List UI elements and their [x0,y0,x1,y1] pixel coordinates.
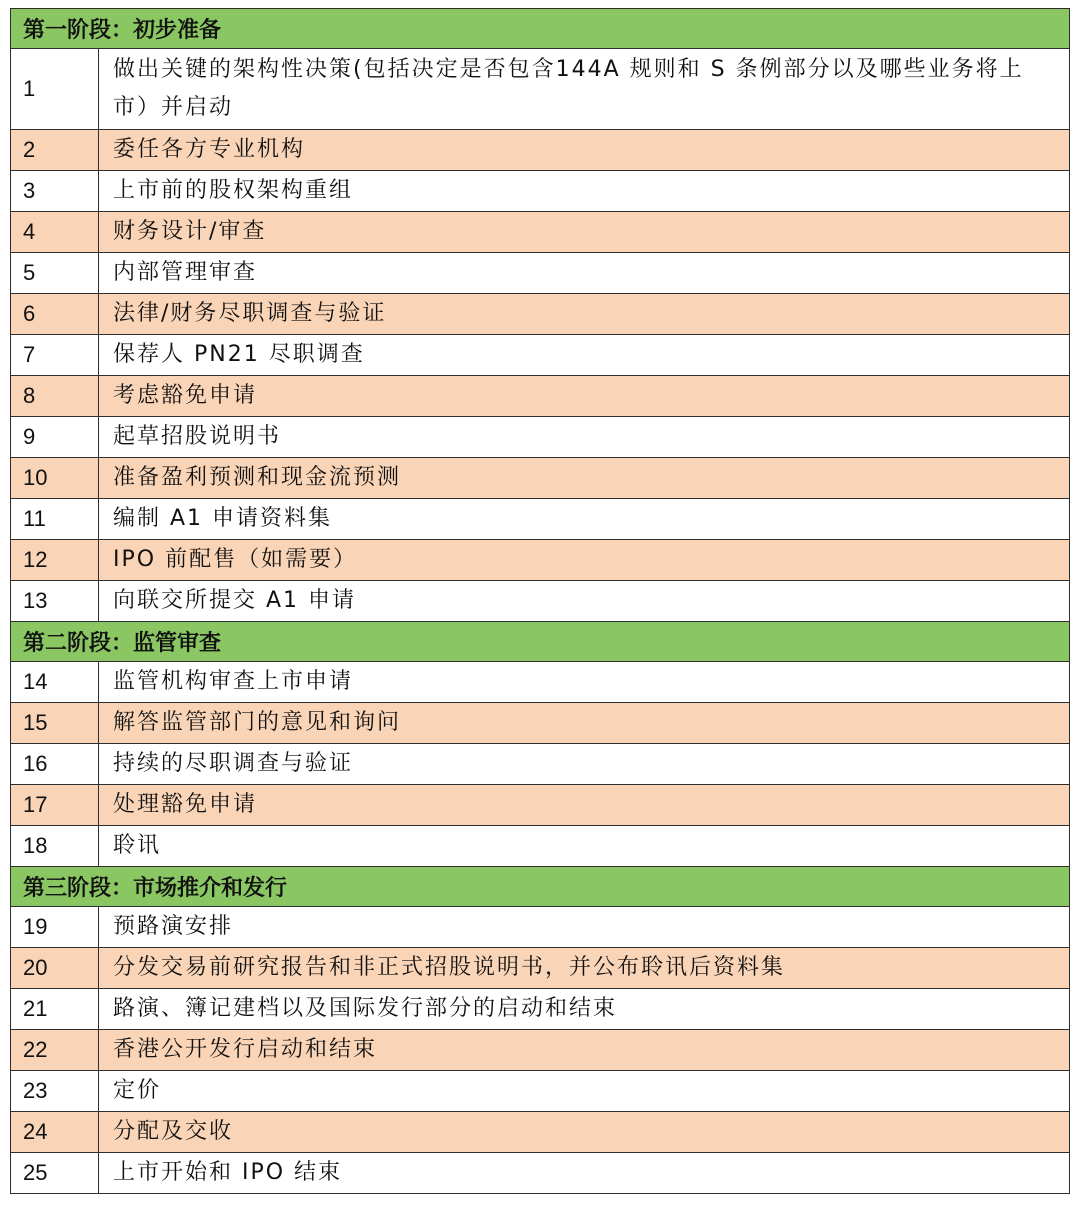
step-description: 委任各方专业机构 [99,130,1070,171]
step-row [11,581,1070,622]
stage-title: 第二阶段：监管审查 [11,622,1070,662]
step-number: 6 [11,294,99,335]
step-row [11,703,1070,744]
step-row [11,540,1070,581]
step-description: 编制 A1 申请资料集 [99,499,1070,540]
step-number: 19 [11,907,99,948]
step-row [11,1112,1070,1153]
step-row [11,171,1070,212]
step-description: 分发交易前研究报告和非正式招股说明书，并公布聆讯后资料集 [99,948,1070,989]
step-row [11,744,1070,785]
step-row [11,458,1070,499]
step-row [11,826,1070,867]
step-description: 预路演安排 [99,907,1070,948]
step-description: 定价 [99,1071,1070,1112]
step-description: 向联交所提交 A1 申请 [99,581,1070,622]
step-description: 内部管理审查 [99,253,1070,294]
step-description: 考虑豁免申请 [99,376,1070,417]
step-row [11,1030,1070,1071]
step-description: 持续的尽职调查与验证 [99,744,1070,785]
stage-title: 第一阶段：初步准备 [11,9,1070,49]
step-description: 解答监管部门的意见和询问 [99,703,1070,744]
step-number: 17 [11,785,99,826]
step-description: 分配及交收 [99,1112,1070,1153]
step-row [11,212,1070,253]
step-description: 保荐人 PN21 尽职调查 [99,335,1070,376]
step-description: 法律/财务尽职调查与验证 [99,294,1070,335]
step-number: 23 [11,1071,99,1112]
step-description: 财务设计/审查 [99,212,1070,253]
step-number: 3 [11,171,99,212]
stage-header-row [11,622,1070,662]
step-number: 22 [11,1030,99,1071]
step-number: 15 [11,703,99,744]
step-row [11,662,1070,703]
step-row [11,376,1070,417]
step-row [11,294,1070,335]
step-row [11,335,1070,376]
ipo-process-table [10,8,1070,1194]
step-number: 1 [11,49,99,130]
step-number: 7 [11,335,99,376]
ipo-process-document [10,8,1070,1194]
step-row [11,1071,1070,1112]
stage-header-row [11,867,1070,907]
step-number: 25 [11,1153,99,1194]
step-number: 14 [11,662,99,703]
step-description: 处理豁免申请 [99,785,1070,826]
step-row [11,948,1070,989]
step-description: 做出关键的架构性决策(包括决定是否包含144A 规则和 S 条例部分以及哪些业务将上市）并启动 [99,49,1070,130]
step-row [11,499,1070,540]
step-row [11,1153,1070,1194]
step-number: 24 [11,1112,99,1153]
step-number: 16 [11,744,99,785]
step-row [11,907,1070,948]
step-number: 13 [11,581,99,622]
step-number: 9 [11,417,99,458]
step-description: 路演、簿记建档以及国际发行部分的启动和结束 [99,989,1070,1030]
step-number: 18 [11,826,99,867]
step-description: 上市开始和 IPO 结束 [99,1153,1070,1194]
step-row [11,785,1070,826]
stage-title: 第三阶段：市场推介和发行 [11,867,1070,907]
step-description: 上市前的股权架构重组 [99,171,1070,212]
step-number: 12 [11,540,99,581]
step-number: 10 [11,458,99,499]
step-number: 2 [11,130,99,171]
step-row [11,253,1070,294]
step-number: 20 [11,948,99,989]
step-description: IPO 前配售（如需要） [99,540,1070,581]
step-row [11,989,1070,1030]
step-number: 4 [11,212,99,253]
step-number: 11 [11,499,99,540]
step-row [11,130,1070,171]
stage-header-row [11,9,1070,49]
step-row [11,49,1070,130]
step-number: 8 [11,376,99,417]
step-description: 监管机构审查上市申请 [99,662,1070,703]
step-description: 起草招股说明书 [99,417,1070,458]
step-description: 聆讯 [99,826,1070,867]
step-number: 5 [11,253,99,294]
step-description: 香港公开发行启动和结束 [99,1030,1070,1071]
step-row [11,417,1070,458]
step-description: 准备盈利预测和现金流预测 [99,458,1070,499]
step-number: 21 [11,989,99,1030]
